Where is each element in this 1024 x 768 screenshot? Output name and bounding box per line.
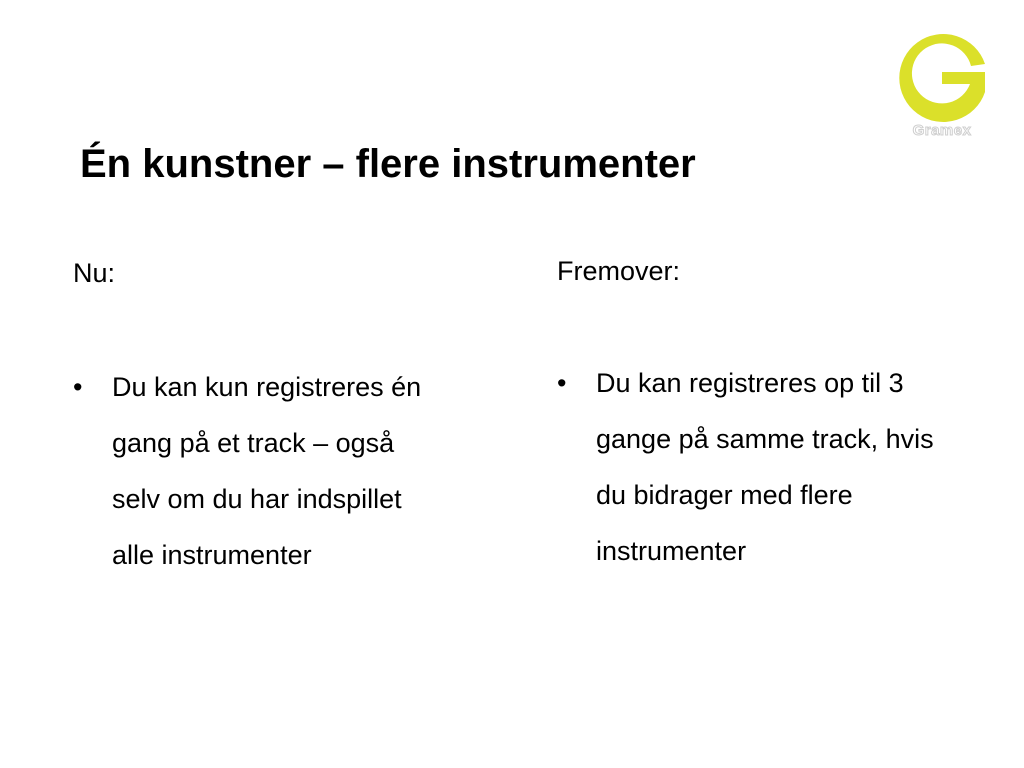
bullet-line: Du kan kun registreres én xyxy=(112,372,422,402)
right-column-heading: Fremover: xyxy=(557,256,681,286)
bullet-line: gang på et track – også xyxy=(112,428,395,458)
bullet-line: selv om du har indspillet xyxy=(112,484,402,514)
left-column xyxy=(73,254,503,583)
bullet-line: alle instrumenter xyxy=(112,540,312,570)
left-column-heading: Nu: xyxy=(73,258,116,288)
bullet-line: Du kan registreres op til 3 xyxy=(596,368,904,398)
left-bullet-item xyxy=(73,359,503,583)
gramex-logo xyxy=(890,26,994,146)
right-column xyxy=(557,252,987,579)
left-bullet-list xyxy=(73,359,503,583)
bullet-line: gange på samme track, hvis xyxy=(596,424,934,454)
bullet-icon: • xyxy=(73,372,83,402)
gramex-g-icon xyxy=(890,26,994,130)
bullet-line: du bidrager med flere xyxy=(596,480,853,510)
right-bullet-list xyxy=(557,355,987,579)
gramex-wordmark: Gramex xyxy=(912,122,972,139)
bullet-line: instrumenter xyxy=(596,536,747,566)
bullet-icon: • xyxy=(557,368,567,398)
right-bullet-item xyxy=(557,355,987,579)
slide-title: Én kunstner – flere instrumenter xyxy=(80,142,696,186)
